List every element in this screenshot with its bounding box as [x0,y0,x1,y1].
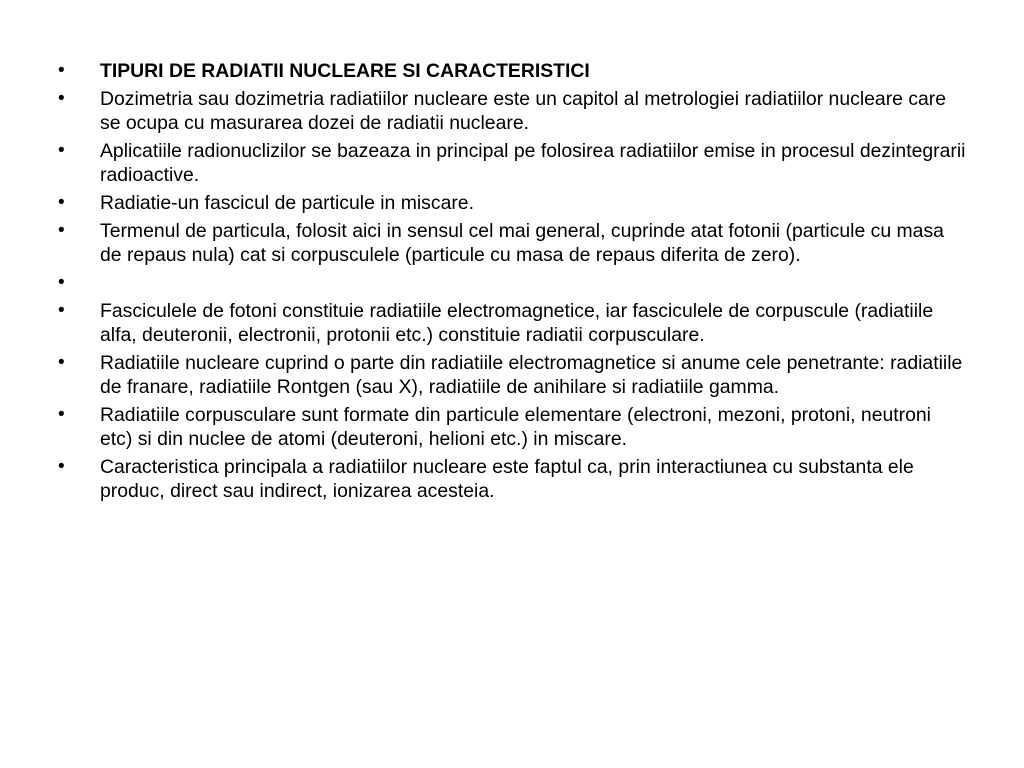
bullet-text: Radiatie-un fascicul de particule in miscare. [100,192,474,214]
slide-heading: TIPURI DE RADIATII NUCLEARE SI CARACTERISTICI [100,60,590,82]
bullet-icon: • [58,456,65,477]
list-item [58,219,968,267]
bullet-text: Dozimetria sau dozimetria radiatiilor nucleare este un capitol al metrologiei radiatiilor nucleare care se ocupa cu masurarea dozei de radiatii nucleare. [100,88,947,134]
list-item [58,351,968,399]
bullet-icon: • [58,352,65,373]
bullet-icon: • [58,192,65,213]
bullet-text: Caracteristica principala a radiatiilor nucleare este faptul ca, prin interactiunea cu substanta ele produc, direct sau indirect, ionizarea acesteia. [100,456,914,502]
bullet-text: Aplicatiile radionuclizilor se bazeaza in principal pe folosirea radiatiilor emise in procesul dezintegrarii radioactive. [100,140,966,186]
list-item [58,139,968,187]
bullet-text: Termenul de particula, folosit aici in sensul cel mai general, cuprinde atat fotonii (particule cu masa de repaus nula) cat si corpusculele (particule cu masa de repaus diferita de zero). [100,220,944,266]
list-item [58,87,968,135]
bullet-icon: • [58,272,65,293]
list-item [58,59,968,83]
bullet-icon: • [58,404,65,425]
bullet-icon: • [58,88,65,109]
bullet-icon: • [58,220,65,241]
list-item [58,403,968,451]
bullet-icon: • [58,140,65,161]
list-item [58,191,968,215]
list-item [58,299,968,347]
bullet-icon: • [58,300,65,321]
bullet-list [58,59,968,507]
list-item [58,455,968,503]
bullet-icon: • [58,60,65,81]
list-item-empty [58,271,968,295]
bullet-text: Radiatiile nucleare cuprind o parte din radiatiile electromagnetice si anume cele penetrante: radiatiile de franare, radiatiile Rontgen (sau X), radiatiile de anihilare si radiatiile gamma. [100,352,963,398]
bullet-text: Fasciculele de fotoni constituie radiatiile electromagnetice, iar fasciculele de corpuscule (radiatiile alfa, deuteronii, electronii, protonii etc.) constituie radiatii corpusculare. [100,300,934,346]
bullet-text: Radiatiile corpusculare sunt formate din particule elementare (electroni, mezoni, protoni, neutroni etc) si din nuclee de atomi (deuteroni, helioni etc.) in miscare. [100,404,931,450]
